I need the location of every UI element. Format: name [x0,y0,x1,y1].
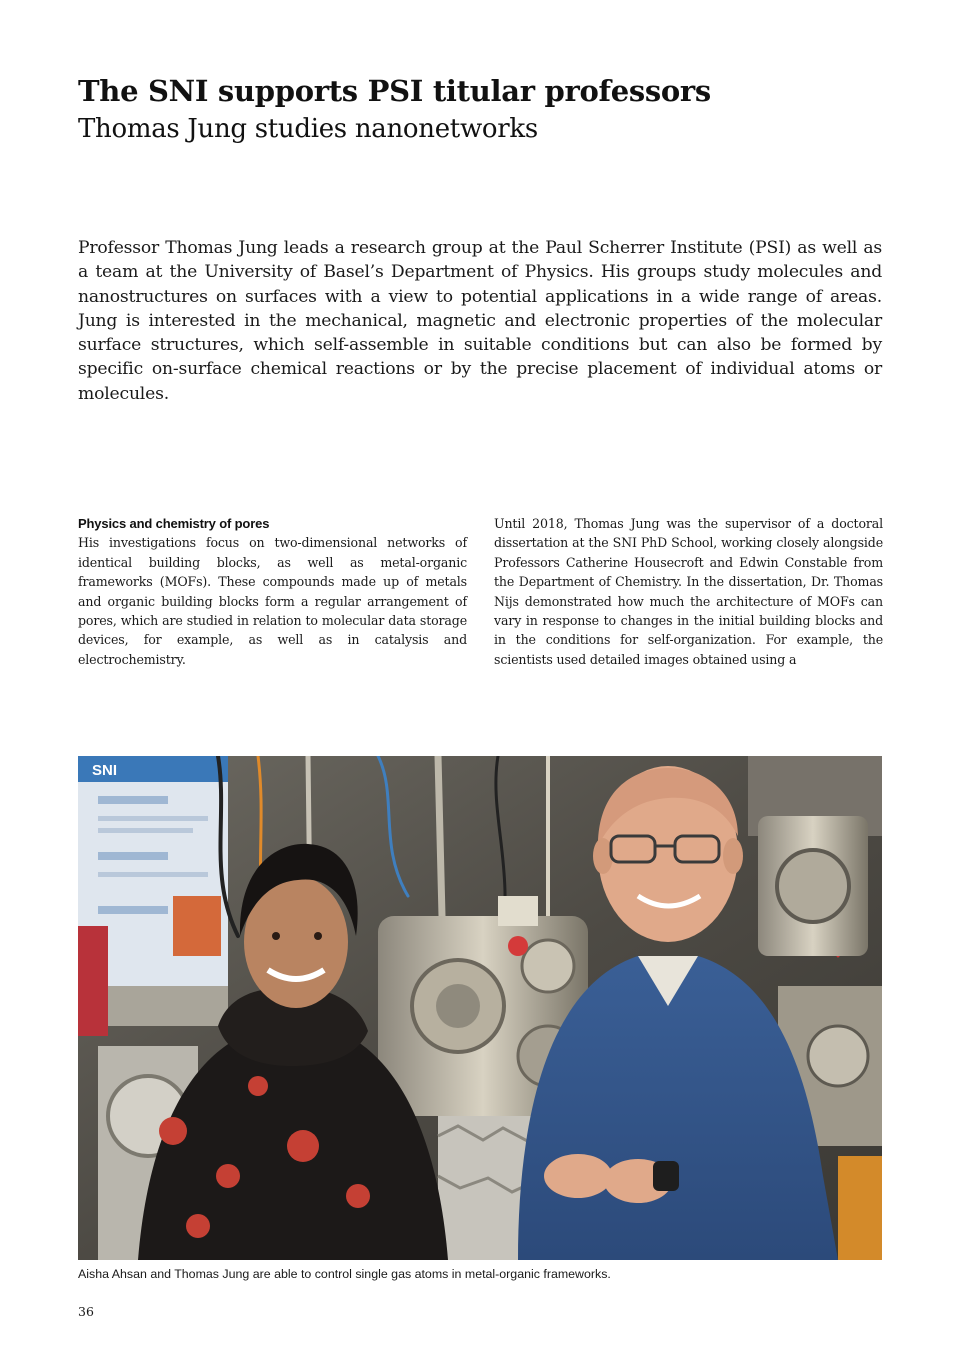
lab-photo [78,756,882,1260]
poster-logo-text: SNI [92,762,118,779]
photo-caption: Aisha Ahsan and Thomas Jung are able to control single gas atoms in metal-organic frameworks. [78,1267,611,1281]
left-column-text: His investigations focus on two-dimensional networks of identical building blocks, as well as metal-organic frameworks (MOFs). These compounds made up of metals and organic building blocks form a regular arrangement of pores, which are studied in relation to molecular data storage devices, for example, as well as in catalysis and electrochemistry. [78,535,467,667]
left-column [78,514,467,669]
page-title: The SNI supports PSI titular professors [78,74,711,108]
right-column-text: Until 2018, Thomas Jung was the supervisor of a doctoral dissertation at the SNI PhD School, working closely alongside Professors Catherine Housecroft and Edwin Constable from the Department of Chemistry. In the dissertation, Dr. Thomas Nijs demonstrated how much the architecture of MOFs can vary in response to changes in the initial building blocks and in the conditions for self-organization. For example, the scientists used detailed images obtained using a [494,516,883,667]
lead-paragraph: Professor Thomas Jung leads a research group at the Paul Scherrer Institute (PSI) as well as a team at the University of Basel’s Department of Physics. His groups study molecules and nanostructures on surfaces with a view to potential applications in a wide range of areas. Jung is interested in the mechanical, magnetic and electronic properties of the molecular surface structures, which self-assemble in suitable conditions but can also be formed by specific on-surface chemical reactions or by the precise placement of individual atoms or molecules. [78,238,882,404]
page-number: 36 [78,1304,94,1319]
red-cabinet [78,926,108,1036]
right-column [494,514,883,669]
page-subtitle: Thomas Jung studies nanonetworks [78,114,538,144]
section-heading: Physics and chemistry of pores [78,516,270,531]
